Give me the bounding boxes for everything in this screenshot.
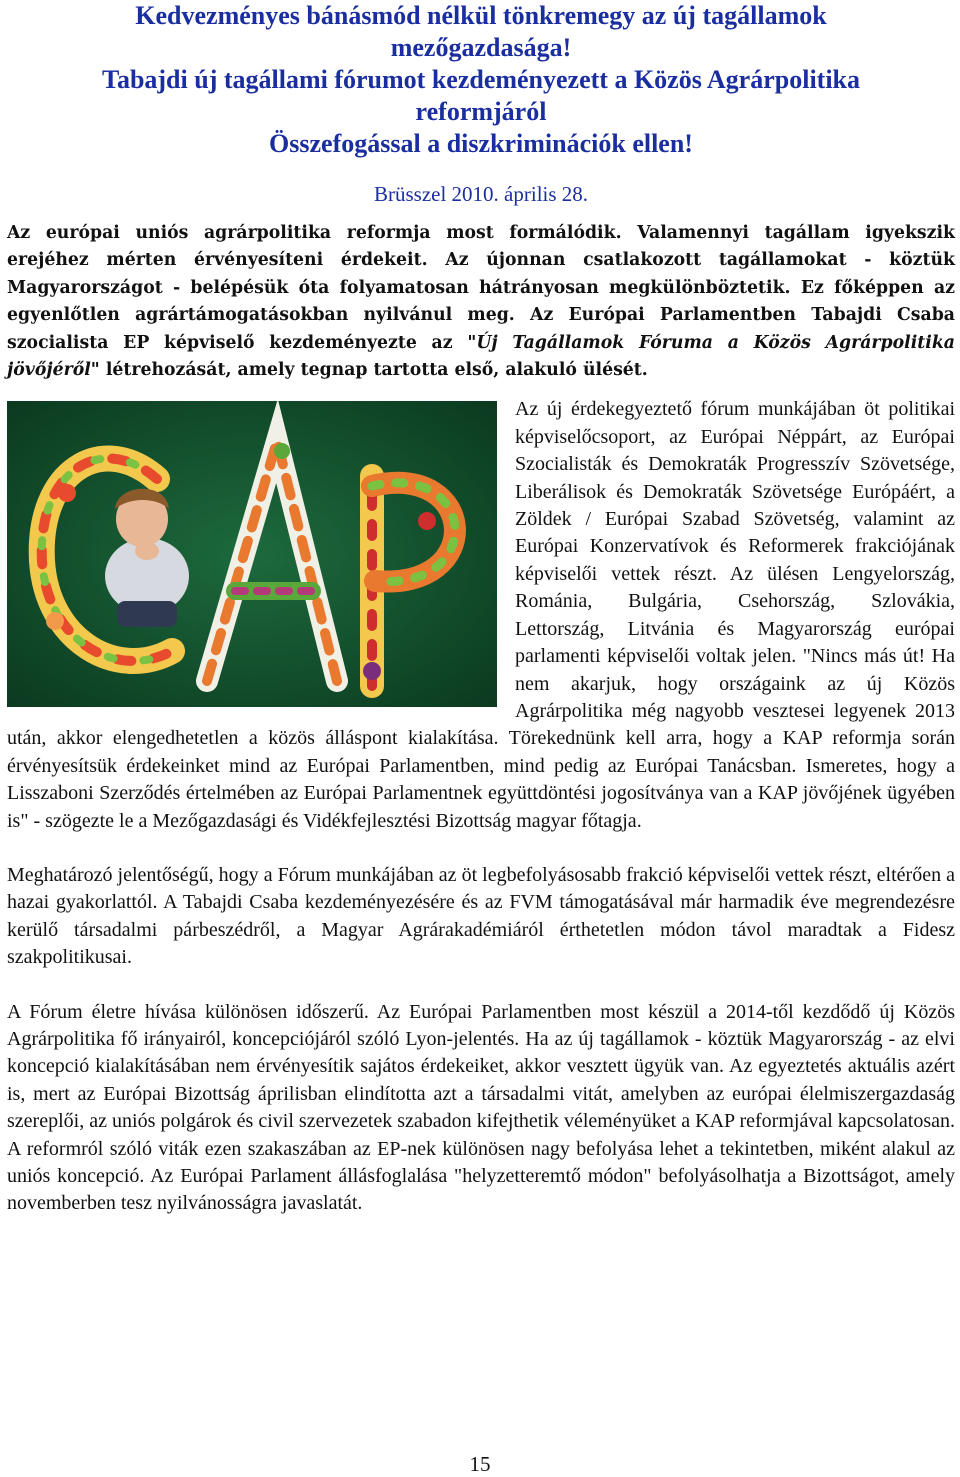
body-paragraph: A Fórum életre hívása különösen időszerű. Az Európai Parlamentben most készül a 2014-től kezdődő új Közös Agrárpolitika fő irányairól, koncepciójáról szóló Lyon-jelentés. Ha az új tagállamok - köztük Magyarország - az elvi koncepció kialakításában nem érvényesítik sajátos érdekeiket, akkor vesztett ügyük van. Az egyeztetés aktuális azért is, mert az Európai Bizottság áprilisban elindította azt a társadalmi vitát, amelyben az európai élelmiszergazdaság szereplői, az uniós polgárok és civil szervezetek szabadon kifejthetik véleményüket a KAP reformjával kapcsolatosan. A reformról szóló viták ezen szakaszában az EP-nek különösen nagy befolyása lehet a tekintetben, miként alakul az uniós koncepció. Az Európai Parlament állásfoglalása "helyzetteremtő módon" befolyásolhatja a Bizottságot, amely novemberben tesz nyilvánosságra javaslatát. xyxy=(7,1000,955,1215)
article-body xyxy=(7,396,955,1217)
lead-text: Az európai uniós agrárpolitika reformja most formálódik. Valamennyi tagállam igyekszik erejéhez mérten érvényesíteni érdekeit. Az újonnan csatlakozott tagállamokat - köztük Magyarországot - belépésük óta folyamatosan hátrányosan megkülönböztetik. Ez főképpen az egyenlőtlen agrártámogatásokban nyilvánul meg. Az Európai Parlamentben Tabajdi Csaba szocialista EP képviselő kezdeményezte az " xyxy=(7,223,955,353)
headline-line: Összefogással a diszkriminációk ellen! xyxy=(269,129,693,158)
body-paragraph: Meghatározó jelentőségű, hogy a Fórum munkájában az öt legbefolyásosabb frakció képviselői vettek részt, eltérően a hazai gyakorlattól. A Tabajdi Csaba kezdeményezésére és az FVM támogatásával már harmadik éve megrendezésre kerülő társadalmi párbeszédről, a Magyar Agrárakadémiáról érthetetlen módon távol maradtak a Fidesz szakpolitikusai. xyxy=(7,863,955,969)
headline-line: Tabajdi új tagállami fórumot kezdeményezett a Közös Agrárpolitika xyxy=(101,65,861,94)
dateline: Brüsszel 2010. április 28. xyxy=(373,182,589,206)
headline-line: mezőgazdasága! xyxy=(390,33,572,62)
body-paragraph: Az új érdekegyeztető fórum munkájában öt politikai képviselőcsoport, az Európai Néppárt, az Európai Szocialisták és Demokraták Progresszív Szövetsége, Liberálisok és Demokraták Szövetsége Európáért, a Zöldek / Európai Szabad Szövetség, valamint az Európai Konzervatívok és Reformerek frakciójának képviselői vettek részt. Az ülésen Lengyelország, Románia, Bulgária, Csehország, Szlovákia, Lettország, Litvánia és Magyarország európai parlamenti képviselői voltak jelen. "Nincs más út! Ha nem akarjuk, hogy országaink az új Közös Agrárpolitika még nagyobb vesztesei legyenek 2013 után, akkor elengedhetetlen a közös álláspont kialakítása. Törekednünk kell arra, hogy a KAP reformja során érvényesítsük érdekeinket mind az Európai Parlamentben, mind pedig az Európai Tanácsban. Ismeretes, hogy a Lisszaboni Szerződés értelmében az Európai Parlamentnek együttdöntési jogosítványa van a KAP jövőjének ügyében is" - szögezte le a Mezőgazdasági és Vidékfejlesztési Bizottság magyar főtagja. xyxy=(7,398,955,832)
page-number: 15 xyxy=(469,1452,491,1476)
headline-line: reformjáról xyxy=(415,97,547,126)
document-page xyxy=(7,0,955,1245)
forum-name-italic: Új Tagállamok Fóruma a Közös Agrárpolitika jövőjéről" xyxy=(7,332,955,381)
cap-vegetables-photo xyxy=(7,401,497,707)
lead-paragraph xyxy=(7,220,955,384)
headline-line: Kedvezményes bánásmód nélkül tönkremegy az új tagállamok xyxy=(135,1,827,30)
photo-illustration xyxy=(7,401,497,707)
headline xyxy=(7,0,955,160)
lead-text-end: létrehozását, amely tegnap tartotta első, alakuló ülését. xyxy=(99,360,648,381)
